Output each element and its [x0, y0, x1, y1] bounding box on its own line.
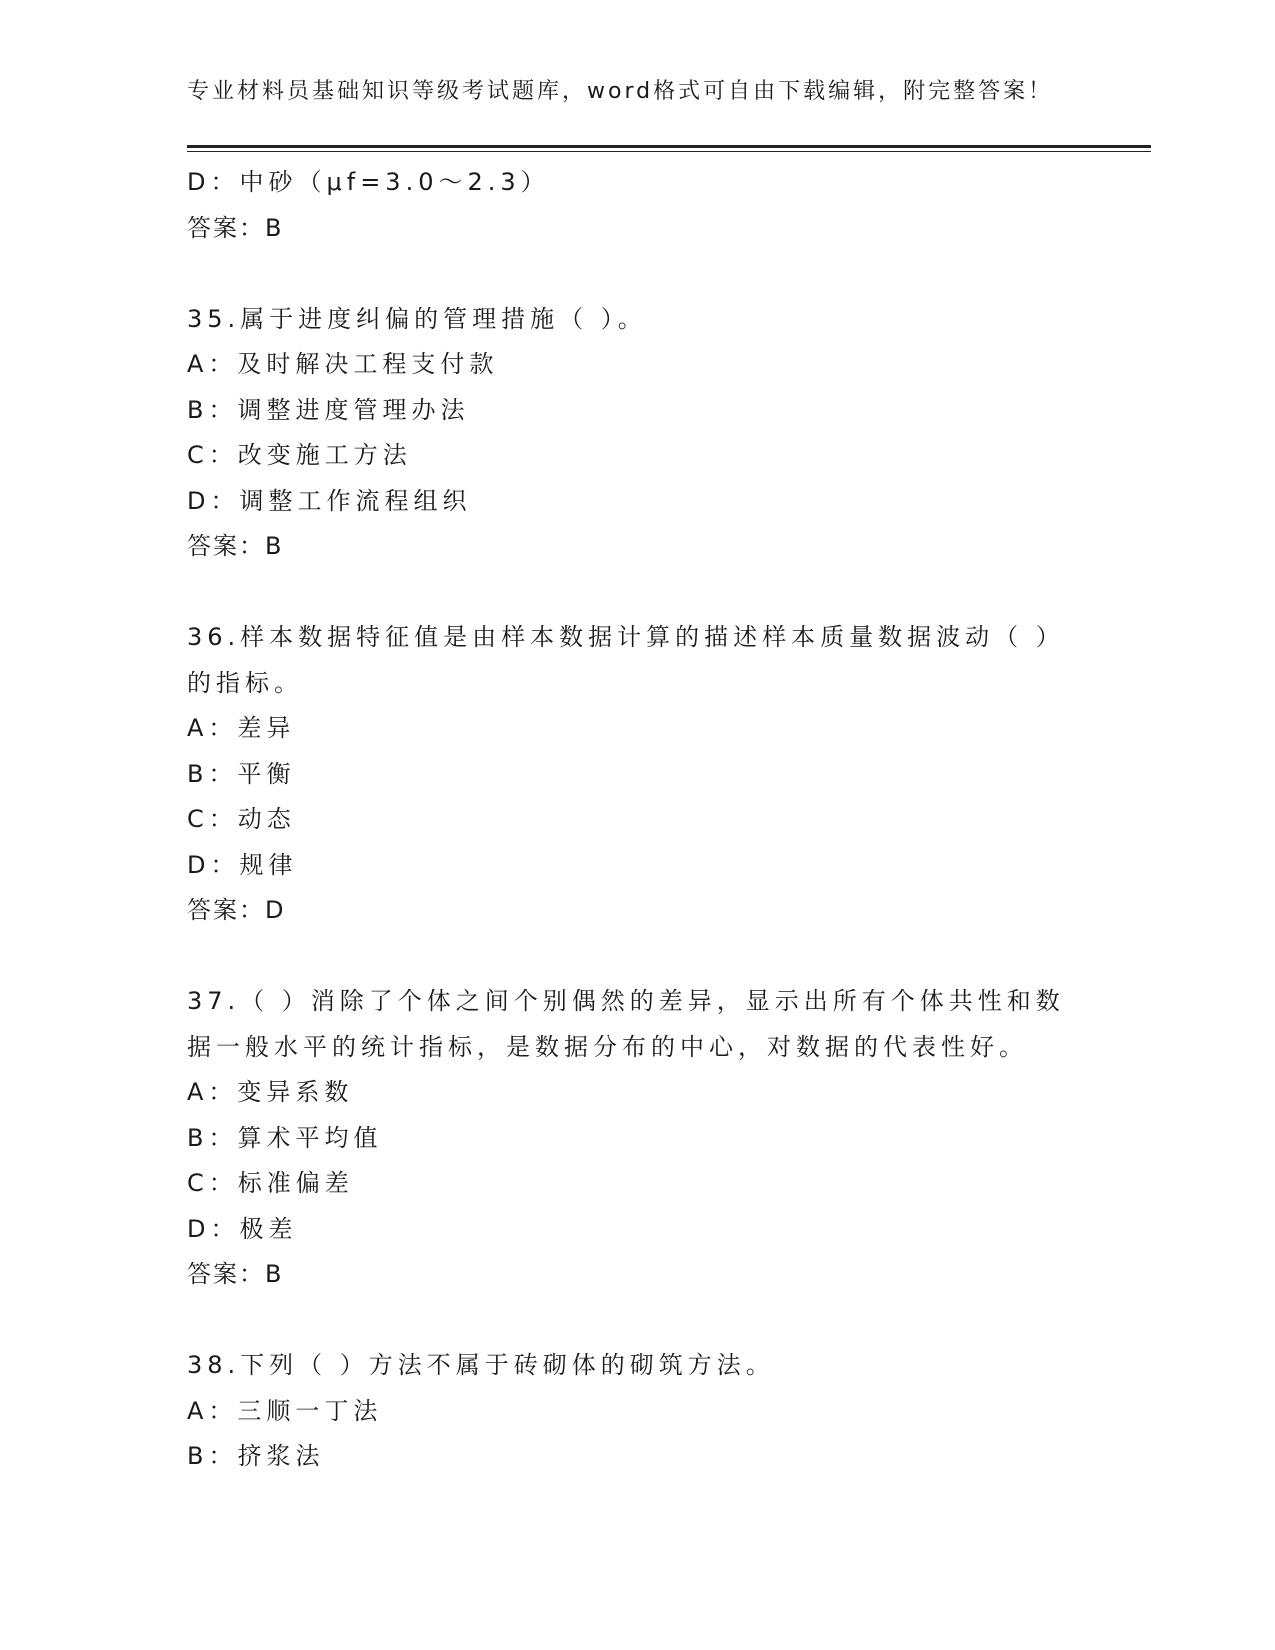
page-header: 专业材料员基础知识等级考试题库，word格式可自由下载编辑，附完整答案！	[187, 79, 1054, 104]
question-38	[187, 1343, 1087, 1480]
answer-line: 答案：B	[187, 213, 284, 242]
option-d: D：规律	[187, 850, 298, 879]
header-rule	[187, 145, 1151, 148]
option-d: D：极差	[187, 1214, 298, 1243]
option-c: C：标准偏差	[187, 1169, 354, 1197]
document-body	[187, 160, 1087, 1480]
option-a: A：及时解决工程支付款	[187, 350, 499, 378]
option-a: A：变异系数	[187, 1078, 354, 1106]
option-d: D：调整工作流程组织	[187, 486, 472, 515]
question-37	[187, 979, 1087, 1298]
option-d: D：中砂（μf=3.0～2.3）	[187, 168, 550, 196]
question-text: 35.属于进度纠偏的管理措施（ ）。	[187, 304, 647, 333]
option-b: B：调整进度管理办法	[187, 395, 470, 424]
option-a: A：三顺一丁法	[187, 1396, 383, 1425]
question-text: 38.下列（ ）方法不属于砖砌体的砌筑方法。	[187, 1351, 775, 1379]
answer-line: 答案：B	[187, 1260, 284, 1288]
option-b: B：挤浆法	[187, 1442, 325, 1470]
question-text: 37.（ ）消除了个体之间个别偶然的差异，显示出所有个体共性和数	[187, 987, 1065, 1015]
answer-line: 答案：D	[187, 896, 286, 924]
option-b: B：平衡	[187, 759, 296, 788]
question-text-cont: 的指标。	[187, 668, 303, 697]
question-text: 36.样本数据特征值是由样本数据计算的描述样本质量数据波动（ ）	[187, 623, 1065, 651]
question-text-cont: 据一般水平的统计指标，是数据分布的中心，对数据的代表性好。	[187, 1032, 1028, 1061]
option-a: A：差异	[187, 714, 296, 742]
header-rule-thin	[187, 151, 1151, 152]
question-36	[187, 615, 1087, 934]
option-c: C：改变施工方法	[187, 441, 412, 469]
option-b: B：算术平均值	[187, 1123, 383, 1152]
answer-line: 答案：B	[187, 532, 284, 560]
option-c: C：动态	[187, 805, 296, 833]
question-35	[187, 297, 1087, 570]
